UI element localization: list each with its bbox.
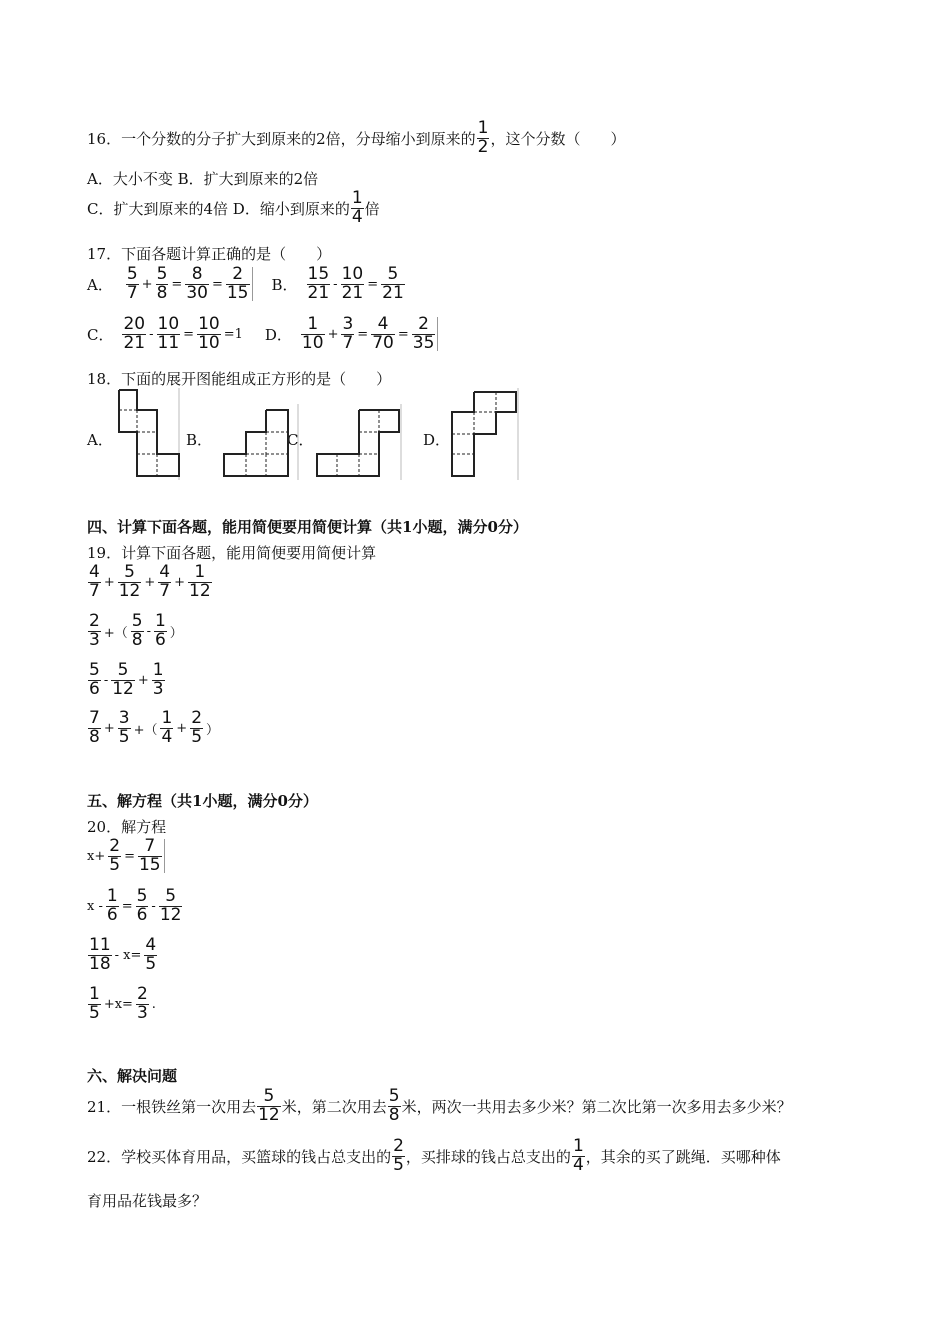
q16-options-ab: A．大小不变 B．扩大到原来的2倍 [87,170,319,188]
fraction: $\frac{5}{12}$ [258,1086,280,1125]
fraction: $\frac{2}{3}$ [136,984,148,1023]
q16-text-a: 16．一个分数的分子扩大到原来的2倍，分母缩小到原来的 [87,129,476,148]
operator: = [211,276,223,292]
q20-eq-1 [87,838,166,875]
q21-text-c: 米，两次一共用去多少米？第二次比第一次多用去多少米？ [401,1097,792,1116]
fraction: $\frac{7}{15}$ [138,836,161,875]
q20-stem: 20．解方程 [87,818,167,836]
operator: - [103,672,109,688]
q16-option-d-tail: 倍 [364,199,380,218]
q19-expr-2 [87,613,185,650]
section5-heading: 五、解方程（共1小题，满分0分） [87,792,318,810]
fraction: $\frac{10}{21}$ [341,264,364,303]
fraction: $\frac{4}{7}$ [89,562,100,601]
q21 [87,1088,792,1125]
fraction: $\frac{10}{10}$ [198,314,220,353]
operator: +（ [133,722,158,738]
q17-label-b: B． [271,275,298,294]
q22-line2: 育用品花钱最多？ [87,1192,208,1210]
operator: + [103,720,115,736]
fraction: $\frac{1}{4}$ [161,708,173,747]
operator: x+ [87,848,106,864]
fraction: $\frac{1}{4}$ [572,1136,584,1175]
fraction: $\frac{1}{12}$ [189,562,211,601]
operator: +（ [103,625,128,641]
q20-eq-2 [87,888,183,925]
fraction: $\frac{1}{10}$ [301,314,324,353]
net-figure-a [113,388,185,480]
q16-option-d-fraction: $\frac{1}{4}$ [351,188,363,227]
fraction: $\frac{5}{21}$ [382,264,404,303]
fraction: $\frac{15}{21}$ [307,264,330,303]
operator: x - [87,898,103,914]
operator: + [327,326,339,342]
fraction: $\frac{2}{35}$ [412,314,435,353]
q22-text-b: ，买排球的钱占总支出的 [405,1147,571,1166]
fraction: $\frac{2}{5}$ [109,836,121,875]
fraction: $\frac{5}{12}$ [159,886,182,925]
q17-label-a: A． [87,275,113,294]
fraction: $\frac{1}{5}$ [89,984,100,1023]
q16-stem [87,120,625,157]
fraction: $\frac{4}{7}$ [159,562,171,601]
operator: - x= [114,947,142,963]
operator: + [176,720,188,736]
fraction: $\frac{11}{18}$ [89,935,111,974]
net-figure-c [313,404,403,480]
operator: + [141,276,153,292]
q19-expr-1 [87,564,213,601]
operator: = [367,276,379,292]
fraction: $\frac{5}{8}$ [388,1086,400,1125]
fraction: $\frac{5}{8}$ [131,611,143,650]
q22-text-a: 22．学校买体育用品，买篮球的钱占总支出的 [87,1147,392,1166]
operator: = [171,276,183,292]
operator: - [149,326,154,342]
operator: + [137,672,149,688]
q21-text-b: 米，第二次用去 [281,1097,387,1116]
q17-label-c: C． [87,325,114,344]
operator: +x= [103,996,133,1012]
fraction: $\frac{5}{12}$ [112,660,134,699]
fraction: $\frac{2}{3}$ [89,611,100,650]
q18-label-d: D． [423,431,451,449]
fraction: $\frac{5}{12}$ [118,562,141,601]
q19-expr-3 [87,662,166,699]
operator: ） [169,625,183,641]
operator: = [357,326,369,342]
operator: + [103,574,115,590]
operator: = [121,898,133,914]
fraction: $\frac{7}{8}$ [89,708,100,747]
q18-label-c: C． [287,431,314,449]
q16-option-c-text: C．扩大到原来的4倍 D．缩小到原来的 [87,199,350,218]
fraction: $\frac{3}{5}$ [118,708,130,747]
operator: - [146,623,151,639]
section4-heading: 四、计算下面各题，能用简便要用简便计算（共1小题，满分0分） [87,518,528,536]
fraction: $\frac{5}{6}$ [136,886,148,925]
q21-text-a: 21．一根铁丝第一次用去 [87,1097,257,1116]
fraction: $\frac{3}{7}$ [342,314,354,353]
q19-expr-4 [87,710,221,747]
q16-options-cd [87,190,380,227]
net-figure-d [448,388,520,480]
q16-text-b: ，这个分数（ ） [490,129,626,148]
q16-fraction: $\frac{1}{2}$ [477,118,489,157]
q17-row-ab [87,266,406,303]
q22 [87,1138,781,1175]
operator: = [397,326,409,342]
fraction: $\frac{5}{8}$ [156,264,168,303]
divider [437,317,438,351]
operator: . [151,996,156,1012]
fraction: $\frac{2}{15}$ [226,264,249,303]
operator: - [151,898,156,914]
q22-text-c: ，其余的买了跳绳．买哪种体 [585,1147,781,1166]
operator: =1 [223,326,243,342]
q20-eq-4 [87,986,158,1023]
fraction: $\frac{1}{3}$ [152,660,164,699]
q19-stem: 19．计算下面各题，能用简便要用简便计算 [87,544,377,562]
operator: ） [206,722,220,738]
operator: + [174,574,186,590]
fraction: $\frac{10}{11}$ [157,314,180,353]
q18-stem: 18．下面的展开图能组成正方形的是（ ） [87,370,392,388]
section6-heading: 六、解决问题 [87,1067,178,1085]
fraction: $\frac{20}{21}$ [123,314,146,353]
fraction: $\frac{1}{6}$ [154,611,166,650]
fraction: $\frac{5}{6}$ [89,660,100,699]
fraction: $\frac{2}{5}$ [191,708,203,747]
fraction: $\frac{2}{5}$ [393,1136,404,1175]
divider [164,839,165,873]
q17-label-d: D． [264,325,292,344]
net-figure-b [218,404,300,480]
fraction: $\frac{5}{7}$ [126,264,138,303]
q18-label-b: B． [186,431,213,449]
operator: = [183,326,195,342]
fraction: $\frac{8}{30}$ [186,264,208,303]
operator: - [333,276,338,292]
q17-row-cd [87,316,439,353]
fraction: $\frac{4}{70}$ [372,314,394,353]
q17-stem: 17．下面各题计算正确的是（ ） [87,245,332,263]
divider [252,267,253,301]
q18-label-a: A． [87,431,113,449]
q20-eq-3 [87,937,158,974]
fraction: $\frac{4}{5}$ [145,935,157,974]
operator: + [144,574,156,590]
fraction: $\frac{1}{6}$ [106,886,118,925]
operator: = [124,848,135,864]
